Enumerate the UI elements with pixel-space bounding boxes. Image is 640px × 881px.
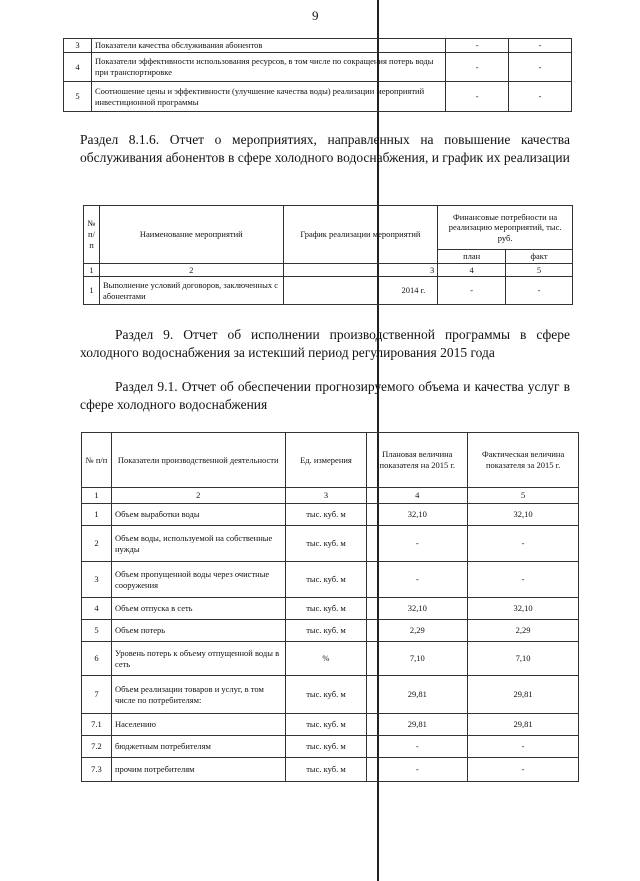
table-row — [84, 277, 573, 305]
row-name: Соотношение цены и эффективности (улучшение качества воды) реализации мероприятий инвестиционной программы — [91, 82, 445, 112]
row-fact: - — [509, 53, 572, 82]
row-indicator: Населению — [111, 714, 285, 736]
col-number: 3 — [283, 263, 438, 277]
measures-table — [83, 205, 573, 305]
col-number: 3 — [285, 488, 367, 504]
row-plan: 32,10 — [367, 504, 468, 526]
row-number: 6 — [82, 642, 112, 676]
row-number: 7.3 — [82, 758, 112, 782]
column-number-row — [84, 263, 573, 277]
row-indicator: Объем воды, используемой на собственные нужды — [111, 526, 285, 562]
row-plan: - — [367, 562, 468, 598]
table-row — [82, 598, 579, 620]
row-unit: тыс. куб. м — [285, 736, 367, 758]
table-row — [64, 39, 572, 53]
row-plan: 7,10 — [367, 642, 468, 676]
header-plan: Плановая величина показателя на 2015 г. — [367, 433, 468, 488]
header-num: № п/п — [84, 206, 100, 264]
table-row — [82, 714, 579, 736]
header-schedule: График реализации мероприятий — [283, 206, 438, 264]
row-unit: тыс. куб. м — [285, 562, 367, 598]
row-number: 7.2 — [82, 736, 112, 758]
table-row — [82, 676, 579, 714]
header-fact: Фактическая величина показателя за 2015 г. — [468, 433, 579, 488]
row-name: Выполнение условий договоров, заключенных с абонентами — [99, 277, 283, 305]
row-unit: % — [285, 642, 367, 676]
row-fact: - — [468, 562, 579, 598]
row-name: Показатели качества обслуживания абонентов — [91, 39, 445, 53]
row-fact: - — [509, 82, 572, 112]
table-row — [82, 620, 579, 642]
row-plan: - — [367, 736, 468, 758]
table-row — [82, 758, 579, 782]
row-unit: тыс. куб. м — [285, 526, 367, 562]
row-number: 5 — [82, 620, 112, 642]
column-number-row — [82, 488, 579, 504]
table-row — [82, 642, 579, 676]
row-number: 3 — [64, 39, 92, 53]
row-fact: 29,81 — [468, 714, 579, 736]
row-plan: 29,81 — [367, 714, 468, 736]
row-indicator: Объем пропущенной воды через очистные сооружения — [111, 562, 285, 598]
row-plan: 2,29 — [367, 620, 468, 642]
row-schedule: 2014 г. — [283, 277, 438, 305]
row-fact: - — [468, 736, 579, 758]
row-plan: 32,10 — [367, 598, 468, 620]
header-indicator: Показатели производственной деятельности — [111, 433, 285, 488]
header-fact: факт — [506, 250, 573, 264]
header-name: Наименование мероприятий — [99, 206, 283, 264]
row-fact: 7,10 — [468, 642, 579, 676]
col-number: 5 — [468, 488, 579, 504]
top-table — [63, 38, 572, 112]
row-unit: тыс. куб. м — [285, 504, 367, 526]
section-9-heading: Раздел 9. Отчет об исполнении производственной программы в сфере холодного водоснабжения за истекший период регулирования 2015 года — [80, 327, 570, 361]
row-number: 1 — [84, 277, 100, 305]
header-num: № п/п — [82, 433, 112, 488]
row-number: 4 — [64, 53, 92, 82]
row-plan: - — [446, 39, 509, 53]
section-8-1-6-heading: Раздел 8.1.6. Отчет о мероприятиях, направленных на повышение качества обслуживания абонентов в сфере холодного водоснабжения, и график их реализации — [80, 132, 570, 166]
row-plan: - — [446, 53, 509, 82]
row-plan: - — [446, 82, 509, 112]
col-number: 1 — [82, 488, 112, 504]
table-header-row — [84, 206, 573, 250]
header-unit: Ед. измерения — [285, 433, 367, 488]
row-fact: 2,29 — [468, 620, 579, 642]
row-fact: - — [468, 526, 579, 562]
row-plan: - — [367, 758, 468, 782]
row-number: 1 — [82, 504, 112, 526]
section-9-1-heading: Раздел 9.1. Отчет об обеспечении прогнозируемого объема и качества услуг в сфере холодного водоснабжения — [80, 379, 570, 413]
row-unit: тыс. куб. м — [285, 676, 367, 714]
col-number: 5 — [506, 263, 573, 277]
col-number: 4 — [438, 263, 506, 277]
col-number: 1 — [84, 263, 100, 277]
page-number: 9 — [312, 8, 319, 23]
row-unit: тыс. куб. м — [285, 758, 367, 782]
row-name: Показатели эффективности использования ресурсов, в том числе по сокращения потерь воды при транспортировке — [91, 53, 445, 82]
table-row — [82, 526, 579, 562]
row-indicator: прочим потребителям — [111, 758, 285, 782]
row-number: 3 — [82, 562, 112, 598]
table-row — [82, 562, 579, 598]
row-unit: тыс. куб. м — [285, 598, 367, 620]
row-indicator: Объем отпуска в сеть — [111, 598, 285, 620]
row-fact: - — [509, 39, 572, 53]
table-row — [82, 736, 579, 758]
row-number: 7 — [82, 676, 112, 714]
header-finance: Финансовые потребности на реализацию мероприятий, тыс. руб. — [438, 206, 573, 250]
col-number: 2 — [99, 263, 283, 277]
table-row — [82, 504, 579, 526]
row-indicator: Уровень потерь к объему отпущенной воды в сеть — [111, 642, 285, 676]
row-plan: 29,81 — [367, 676, 468, 714]
row-number: 5 — [64, 82, 92, 112]
table-header-row — [82, 433, 579, 488]
row-indicator: Объем выработки воды — [111, 504, 285, 526]
row-fact: - — [506, 277, 573, 305]
indicators-table — [81, 432, 579, 782]
table-row — [64, 53, 572, 82]
row-fact: 29,81 — [468, 676, 579, 714]
col-number: 2 — [111, 488, 285, 504]
header-plan: план — [438, 250, 506, 264]
row-number: 2 — [82, 526, 112, 562]
row-indicator: Объем реализации товаров и услуг, в том числе по потребителям: — [111, 676, 285, 714]
row-fact: 32,10 — [468, 598, 579, 620]
row-number: 7.1 — [82, 714, 112, 736]
row-indicator: Объем потерь — [111, 620, 285, 642]
row-unit: тыс. куб. м — [285, 620, 367, 642]
row-fact: 32,10 — [468, 504, 579, 526]
row-plan: - — [367, 526, 468, 562]
row-indicator: бюджетным потребителям — [111, 736, 285, 758]
col-number: 4 — [367, 488, 468, 504]
row-plan: - — [438, 277, 506, 305]
row-unit: тыс. куб. м — [285, 714, 367, 736]
row-number: 4 — [82, 598, 112, 620]
table-row — [64, 82, 572, 112]
row-fact: - — [468, 758, 579, 782]
